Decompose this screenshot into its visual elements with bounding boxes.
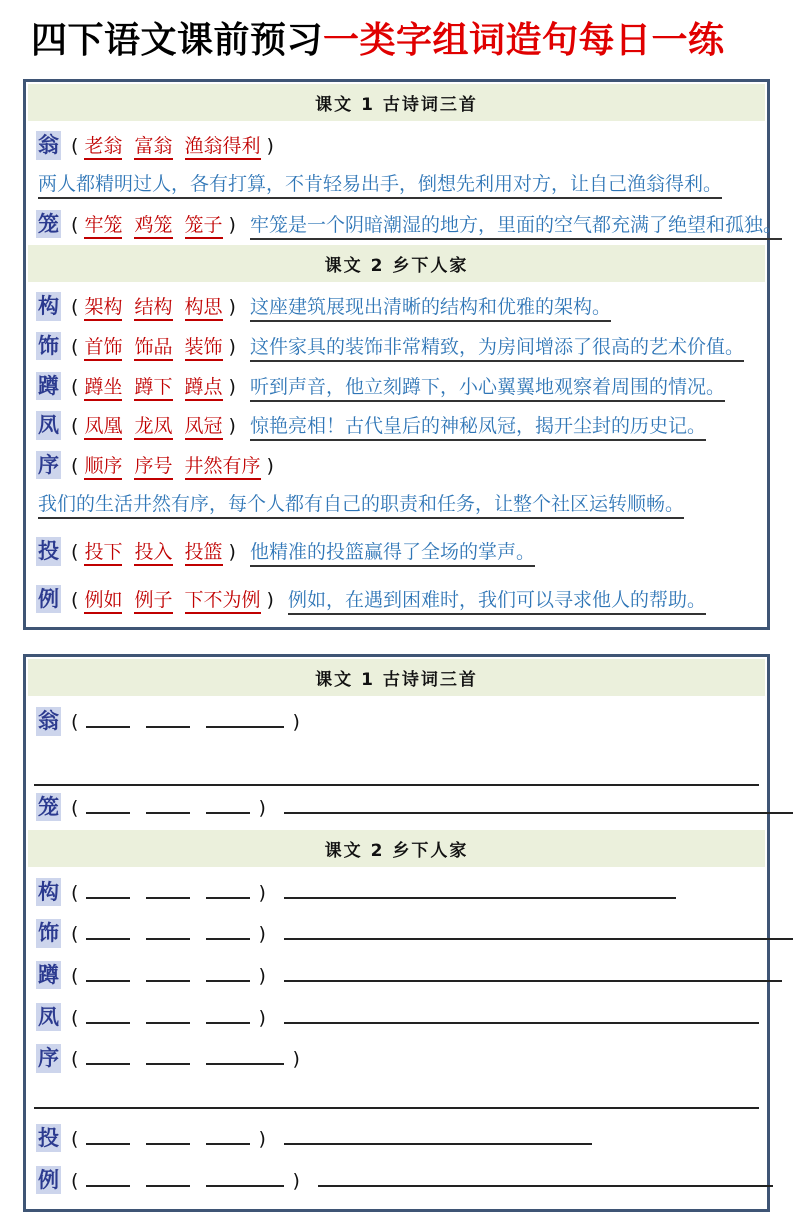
word-blank [146, 1170, 190, 1186]
paren-open: ( [71, 1169, 79, 1192]
paren-open: ( [71, 881, 79, 904]
word-chip: 结构 [134, 296, 172, 321]
lesson-1-header: 课文 1 古诗词三首 [28, 659, 765, 696]
paren-close: ) [228, 541, 236, 564]
paren-open: ( [71, 135, 79, 158]
answer-row-feng [26, 405, 767, 445]
word-blank [86, 1049, 130, 1065]
blank-space [26, 1079, 767, 1107]
word-chip: 渔翁得利 [185, 135, 261, 160]
word-blank [206, 1049, 284, 1065]
target-character: 投 [36, 1124, 61, 1152]
word-chip: 序号 [134, 455, 172, 480]
target-character: 例 [36, 1166, 61, 1194]
word-blank [86, 883, 130, 899]
target-character: 例 [36, 585, 61, 613]
word-chip: 笼子 [185, 214, 223, 239]
answer-row-li [26, 579, 767, 619]
paren-close: ) [266, 454, 274, 477]
practice-row-xu [26, 1037, 767, 1079]
answer-row-shi [26, 326, 767, 366]
paren-open: ( [71, 1006, 79, 1029]
paren-open: ( [71, 965, 79, 987]
word-blank [206, 1170, 284, 1186]
practice-row-feng [26, 996, 767, 1038]
example-sentence: 例如，在遇到困难时，我们可以寻求他人的帮助。 [288, 589, 706, 615]
paren-open: ( [71, 454, 79, 477]
answer-row-gou [26, 286, 767, 326]
paren-open: ( [71, 923, 79, 946]
writing-line [34, 1107, 759, 1109]
paren-open: ( [71, 1127, 79, 1150]
target-character: 笼 [36, 210, 61, 238]
word-chip: 装饰 [185, 336, 223, 361]
example-sentence: 我们的生活井然有序，每个人都有自己的职责和任务，让整个社区运转顺畅。 [38, 493, 684, 519]
word-chip: 凤凰 [84, 415, 122, 440]
answer-row-weng [26, 125, 767, 165]
example-sentence: 听到声音，他立刻蹲下，小心翼翼地观察着周围的情况。 [250, 376, 725, 402]
word-blank [146, 1008, 190, 1024]
paren-open: ( [71, 711, 79, 734]
paren-open: ( [71, 335, 79, 358]
target-character: 笼 [36, 793, 61, 821]
target-character: 饰 [36, 919, 61, 947]
practice-row-gou [26, 871, 767, 913]
word-chip: 老翁 [84, 135, 122, 160]
target-character: 序 [36, 1044, 61, 1072]
word-blank [206, 798, 250, 814]
paren-close: ) [258, 923, 266, 946]
paren-close: ) [228, 375, 236, 398]
word-chip: 蹲坐 [84, 376, 122, 401]
word-blank [86, 712, 130, 728]
paren-open: ( [71, 415, 79, 438]
word-chip: 投入 [134, 541, 172, 566]
paren-open: ( [71, 797, 79, 820]
paren-close: ) [292, 711, 300, 734]
paren-open: ( [71, 213, 79, 236]
example-sentence: 他精准的投篮赢得了全场的掌声。 [250, 541, 535, 567]
target-character: 蹲 [36, 372, 61, 400]
paren-close: ) [258, 1127, 266, 1150]
example-sentence: 这件家具的装饰非常精致，为房间增添了很高的艺术价值。 [250, 336, 744, 362]
word-blank [146, 712, 190, 728]
target-character: 饰 [36, 332, 61, 360]
practice-row-weng [26, 700, 767, 742]
practice-row-li [26, 1159, 767, 1201]
word-chip: 牢笼 [84, 214, 122, 239]
target-character: 投 [36, 537, 61, 565]
paren-open: ( [71, 588, 79, 611]
word-blank [146, 966, 190, 982]
writing-line [284, 883, 676, 899]
answer-row-tou [26, 531, 767, 571]
paren-close: ) [292, 1169, 300, 1192]
word-chip: 构思 [185, 296, 223, 321]
lesson-2-header: 课文 2 乡下人家 [28, 830, 765, 867]
word-chip: 富翁 [134, 135, 172, 160]
target-character: 构 [36, 878, 61, 906]
paren-close: ) [258, 881, 266, 904]
example-sentence: 惊艳亮相！古代皇后的神秘凤冠，揭开尘封的历史记。 [250, 415, 706, 441]
word-chip: 架构 [84, 296, 122, 321]
writing-line [284, 966, 782, 982]
word-blank [86, 1170, 130, 1186]
word-blank [86, 798, 130, 814]
practice-row-tou [26, 1117, 767, 1159]
target-character: 翁 [36, 707, 61, 735]
word-blank [86, 924, 130, 940]
paren-close: ) [258, 797, 266, 820]
target-character: 翁 [36, 131, 61, 159]
word-chip: 井然有序 [185, 455, 261, 480]
paren-open: ( [71, 1048, 79, 1071]
word-chip: 饰品 [134, 336, 172, 361]
word-blank [206, 883, 250, 899]
word-blank [86, 966, 130, 982]
paren-close: ) [292, 1048, 300, 1071]
practice-box [23, 654, 770, 1212]
word-chip: 龙凤 [134, 415, 172, 440]
writing-line [284, 924, 793, 940]
paren-close: ) [228, 415, 236, 438]
answer-box [23, 79, 782, 630]
word-chip: 鸡笼 [134, 214, 172, 239]
target-character: 凤 [36, 411, 61, 439]
word-blank [146, 883, 190, 899]
answer-row-long [26, 204, 782, 244]
word-chip: 蹲下 [134, 376, 172, 401]
paren-close: ) [266, 588, 274, 611]
answer-sentence-row [26, 165, 767, 204]
word-chip: 投下 [84, 541, 122, 566]
word-blank [146, 798, 190, 814]
word-chip: 顺序 [84, 455, 122, 480]
example-sentence: 两人都精明过人，各有打算，不肯轻易出手，倒想先利用对方，让自己渔翁得利。 [38, 173, 722, 199]
practice-row-shi [26, 912, 767, 954]
target-character: 构 [36, 292, 61, 320]
word-blank [146, 924, 190, 940]
word-chip: 投篮 [185, 541, 223, 566]
word-blank [206, 1129, 250, 1145]
writing-line [284, 798, 793, 814]
target-character: 蹲 [36, 961, 61, 989]
answer-row-xu [26, 445, 767, 485]
word-blank [206, 1008, 250, 1024]
blank-space [26, 742, 767, 784]
word-blank [206, 712, 284, 728]
word-blank [86, 1129, 130, 1145]
writing-line [318, 1170, 773, 1186]
word-chip: 首饰 [84, 336, 122, 361]
paren-close: ) [258, 965, 266, 987]
word-blank [206, 924, 250, 940]
lesson-1-header: 课文 1 古诗词三首 [28, 84, 765, 121]
target-character: 凤 [36, 1003, 61, 1031]
paren-open: ( [71, 296, 79, 319]
word-chip: 蹲点 [185, 376, 223, 401]
answer-row-dun [26, 366, 767, 406]
paren-close: ) [228, 296, 236, 319]
title-red-part: 一类字组词造句每日一练 [323, 20, 725, 61]
word-chip: 例如 [84, 589, 122, 614]
practice-row-long [26, 786, 767, 828]
word-chip: 下不为例 [185, 589, 261, 614]
paren-close: ) [258, 1006, 266, 1029]
word-chip: 凤冠 [185, 415, 223, 440]
example-sentence: 这座建筑展现出清晰的结构和优雅的架构。 [250, 296, 611, 322]
word-blank [146, 1129, 190, 1145]
word-chip: 例子 [134, 589, 172, 614]
answer-sentence-row [26, 485, 767, 524]
writing-line [284, 1008, 759, 1024]
paren-open: ( [71, 375, 79, 398]
target-character: 序 [36, 451, 61, 479]
word-blank [206, 966, 250, 982]
title-black-part: 四下语文课前预习 [31, 20, 324, 61]
page-title [31, 20, 770, 61]
paren-close: ) [266, 135, 274, 158]
example-sentence: 牢笼是一个阴暗潮湿的地方，里面的空气都充满了绝望和孤独。 [250, 214, 782, 240]
practice-row-dun [26, 954, 767, 996]
lesson-2-header: 课文 2 乡下人家 [28, 245, 765, 282]
paren-close: ) [228, 335, 236, 358]
writing-line [284, 1129, 592, 1145]
paren-open: ( [71, 541, 79, 564]
paren-close: ) [228, 213, 236, 236]
word-blank [86, 1008, 130, 1024]
word-blank [146, 1049, 190, 1065]
